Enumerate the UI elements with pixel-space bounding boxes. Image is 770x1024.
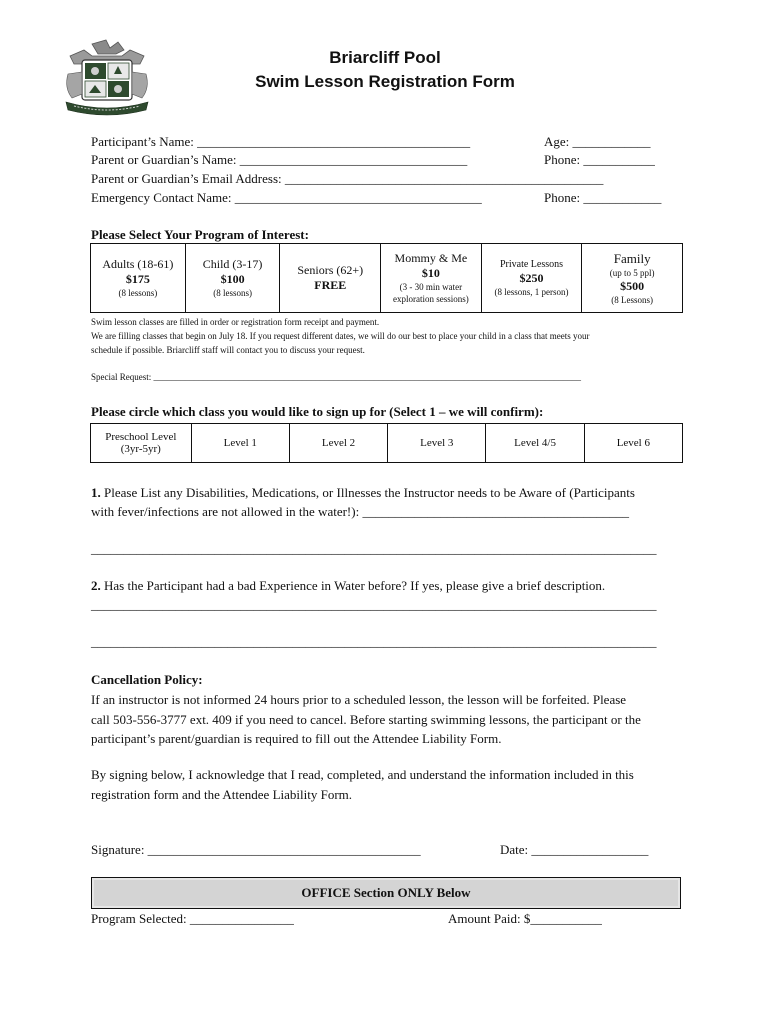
level-age: (3yr-5yr) <box>120 443 161 455</box>
guardian-email-field[interactable]: Parent or Guardian’s Email Address: _________________________________________________ <box>91 171 604 186</box>
question-2 <box>91 578 605 594</box>
question-text: Please List any Disabilities, Medications, or Illnesses the Instructor needs to be Aware of (Participants <box>100 485 635 500</box>
program-option-private[interactable] <box>481 244 582 313</box>
level-option-3[interactable]: Level 3 <box>388 424 486 463</box>
program-note: (3 - 30 min water exploration sessions) <box>393 282 469 304</box>
program-info-3: schedule if possible. Briarcliff staff will contact you to discuss your request. <box>91 345 365 355</box>
level-option-6[interactable]: Level 6 <box>584 424 682 463</box>
signature-field[interactable]: Signature: __________________________________________ <box>91 842 421 857</box>
program-price: $100 <box>220 272 245 286</box>
cancellation-heading: Cancellation Policy: <box>91 672 203 687</box>
program-name: Family <box>613 250 651 266</box>
level-label: Preschool Level <box>105 431 177 443</box>
level-option-1[interactable]: Level 1 <box>191 424 289 463</box>
form-title: Briarcliff Pool <box>329 48 441 67</box>
cancellation-line: participant’s parent/guardian is required to fill out the Attendee Liability Form. <box>91 731 502 746</box>
level-option-4-5[interactable]: Level 4/5 <box>486 424 584 463</box>
program-name: Seniors (62+) <box>297 263 364 277</box>
program-option-family[interactable] <box>582 244 683 313</box>
program-info-1: Swim lesson classes are filled in order or registration form receipt and payment. <box>91 317 380 327</box>
age-field[interactable]: Age: ____________ <box>544 134 651 149</box>
date-field[interactable]: Date: __________________ <box>500 842 649 857</box>
program-price: $175 <box>125 272 150 286</box>
program-note: (8 lessons) <box>213 288 252 298</box>
amount-paid-field[interactable]: Amount Paid: $___________ <box>448 911 602 926</box>
question-text: Has the Participant had a bad Experience in Water before? If yes, please give a brief description. <box>100 578 606 593</box>
question-2-answer-blank-2[interactable]: _______________________________________________________________________________________ <box>91 634 657 649</box>
program-name: Mommy & Me <box>394 251 468 265</box>
guardian-name-field[interactable]: Parent or Guardian’s Name: ___________________________________ <box>91 152 468 167</box>
program-selected-field[interactable]: Program Selected: ________________ <box>91 911 294 926</box>
program-option-child[interactable] <box>185 244 280 313</box>
question-number: 1. <box>91 485 101 500</box>
program-note: (8 lessons) <box>118 288 158 298</box>
program-option-mommy-me[interactable] <box>381 244 482 313</box>
participant-name-field[interactable]: Participant’s Name: __________________________________________ <box>91 134 471 149</box>
emergency-contact-field[interactable]: Emergency Contact Name: ______________________________________ <box>91 190 482 205</box>
special-request-field[interactable]: Special Request: _______________________________________________________________________________________________ <box>91 372 581 382</box>
level-option-preschool[interactable] <box>91 424 192 463</box>
program-subnote: (up to 5 ppl) <box>609 267 655 278</box>
program-info-2: We are filling classes that begin on July 18. If you request different dates, we will do our best to place your child in a class that meets your <box>91 331 590 341</box>
question-1-answer-line[interactable]: with fever/infections are not allowed in the water!): _________________________________________ <box>91 504 629 519</box>
program-name: Child (3-17) <box>202 257 263 271</box>
program-note: (8 lessons, 1 person) <box>494 286 569 297</box>
question-1 <box>91 485 635 501</box>
question-1-answer-blank[interactable]: _______________________________________________________________________________________ <box>91 541 657 556</box>
cancellation-text <box>91 690 691 749</box>
level-options-table <box>90 423 683 463</box>
level-heading: Please circle which class you would like to sign up for (Select 1 – we will confirm): <box>91 404 544 419</box>
phone-field[interactable]: Phone: ___________ <box>544 152 655 167</box>
program-note: (8 Lessons) <box>611 294 654 305</box>
program-price: $250 <box>519 270 544 285</box>
acknowledgement-line: registration form and the Attendee Liability Form. <box>91 786 353 802</box>
question-2-answer-blank-1[interactable]: _______________________________________________________________________________________ <box>91 597 657 612</box>
program-name: Adults (18-61) <box>102 257 174 271</box>
program-price: $10 <box>421 266 440 280</box>
program-option-seniors[interactable] <box>280 244 381 313</box>
acknowledgement-line: By signing below, I acknowledge that I read, completed, and understand the information included in this <box>91 767 634 782</box>
acknowledgement-text <box>91 765 691 804</box>
program-price: FREE <box>314 278 347 292</box>
program-option-adults[interactable] <box>91 244 186 313</box>
emergency-phone-field[interactable]: Phone: ____________ <box>544 190 662 205</box>
program-options-table <box>90 243 683 313</box>
form-subtitle: Swim Lesson Registration Form <box>255 72 515 91</box>
cancellation-line: call 503-556-3777 ext. 409 if you need to cancel. Before starting swimming lessons, the participant or the <box>91 711 641 727</box>
program-heading: Please Select Your Program of Interest: <box>91 227 309 242</box>
question-number: 2. <box>91 578 101 593</box>
office-section-banner: OFFICE Section ONLY Below <box>91 877 681 909</box>
program-price: $500 <box>620 278 645 293</box>
program-name: Private Lessons <box>499 258 564 270</box>
cancellation-line: If an instructor is not informed 24 hours prior to a scheduled lesson, the lesson will be forfeited. Please <box>91 692 627 707</box>
level-option-2[interactable]: Level 2 <box>289 424 387 463</box>
